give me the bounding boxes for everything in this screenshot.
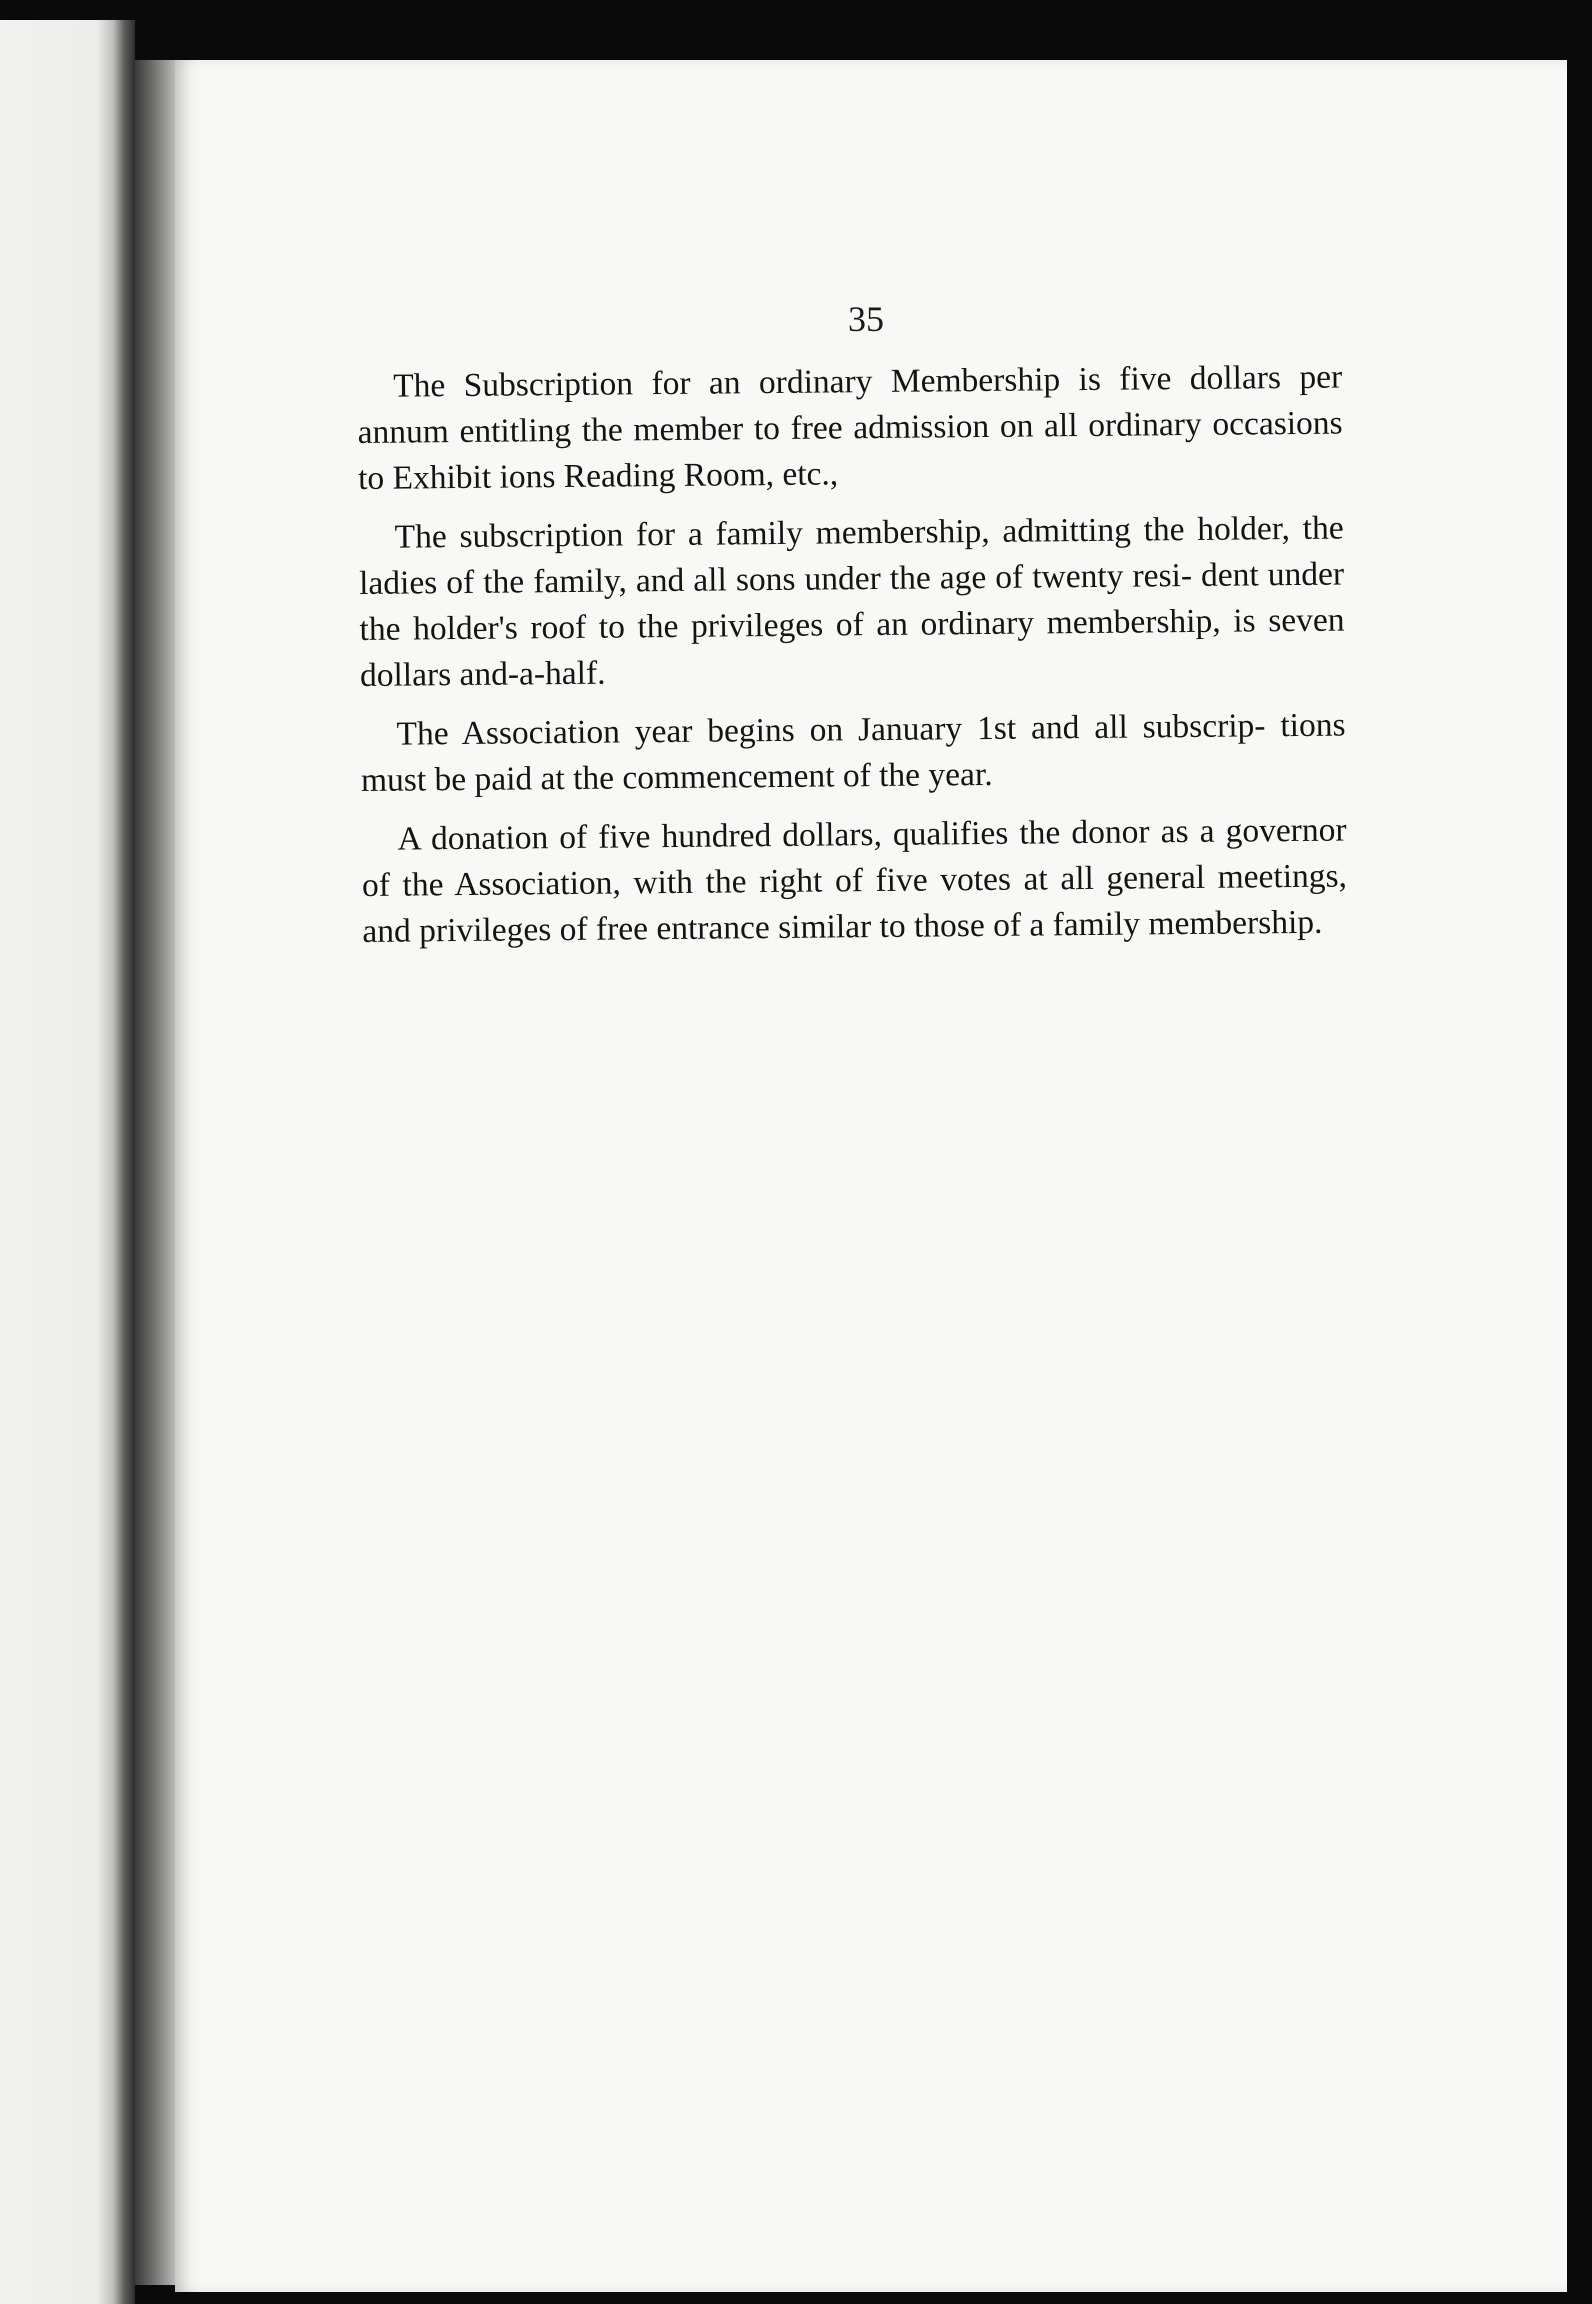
page-number: 35 [848, 299, 884, 339]
book-binding-shadow [135, 60, 175, 2285]
paragraph-association-year: The Association year begins on January 1st and all subscrip- tions must be paid at the commencement of the year. [360, 706, 1346, 799]
facing-page-edge [0, 20, 135, 2304]
paragraph-governor-donation: A donation of five hundred dollars, qualifies the donor as a governor of the Association, with the right of five votes at all general meetings, and privileges of free entrance similar to those of a family membership. [361, 811, 1348, 950]
paragraph-ordinary-membership: The Subscription for an ordinary Membership is five dollars per annum entitling the member to free admission on all ordinary occasions to Exhibit ions Reading Room, etc., [357, 358, 1343, 497]
body-text [357, 355, 1348, 968]
paragraph-family-membership: The subscription for a family membership, admitting the holder, the ladies of the family, and all sons under the age of twenty resi- dent under the holder's roof to the privileges of an ordinary membership, is seven dollars and-a-half. [358, 509, 1345, 694]
book-page [175, 60, 1567, 2292]
